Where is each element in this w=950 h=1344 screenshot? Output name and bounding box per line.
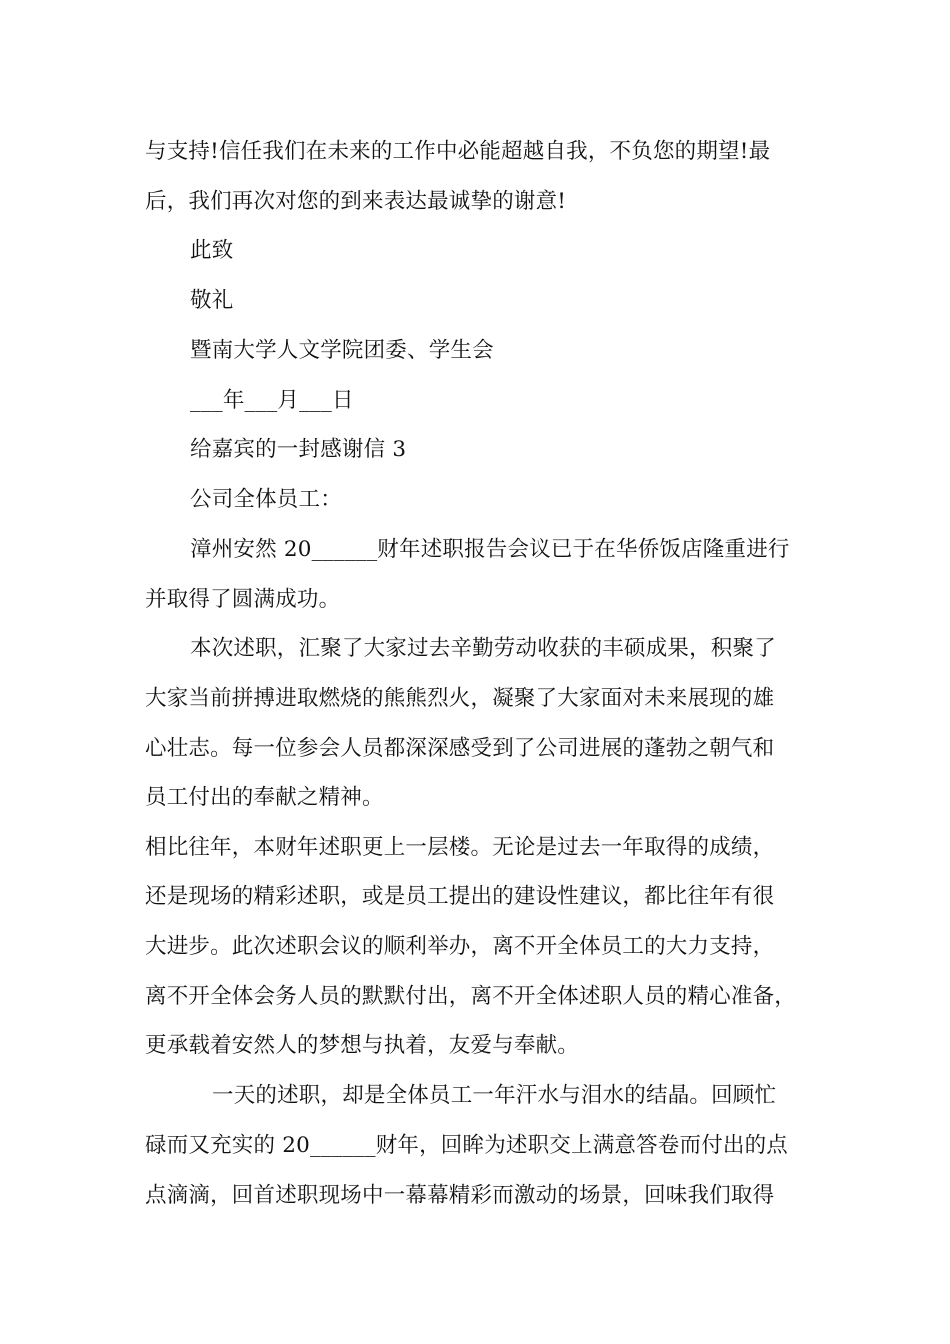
- text-line: 大家当前拼搏进取燃烧的熊熊烈火，凝聚了大家面对未来展现的雄: [145, 686, 775, 711]
- text-line: 暨南大学人文学院团委、学生会: [190, 338, 494, 363]
- text-line: 员工付出的奉献之精神。: [145, 785, 384, 810]
- text-line: 大进步。此次述职会议的顺利举办，离不开全体员工的大力支持，: [145, 934, 775, 959]
- text-line: 公司全体员工：: [190, 487, 342, 512]
- text-line: 并取得了圆满成功。: [145, 587, 341, 612]
- text-line: 还是现场的精彩述职，或是员工提出的建设性建议，都比往年有很: [145, 884, 775, 909]
- text-line: 本次述职，汇聚了大家过去辛勤劳动收获的丰硕成果，积聚了: [190, 636, 776, 661]
- text-line: 后，我们再次对您的到来表达最诚挚的谢意!: [145, 189, 567, 214]
- text-line: 此致: [190, 238, 234, 263]
- text-line: 相比往年，本财年述职更上一层楼。无论是过去一年取得的成绩，: [145, 835, 775, 860]
- text-line: 敬礼: [190, 288, 234, 313]
- text-line: 更承载着安然人的梦想与执着，友爱与奉献。: [145, 1033, 580, 1058]
- text-line: 心壮志。每一位参会人员都深深感受到了公司进展的蓬勃之朝气和: [145, 736, 775, 761]
- text-line: 碌而又充实的 20______财年，回眸为述职交上满意答卷而付出的点: [145, 1133, 788, 1158]
- text-line: 离不开全体会务人员的默默付出，离不开全体述职人员的精心准备，: [145, 984, 797, 1009]
- text-line: 点滴滴，回首述职现场中一幕幕精彩而激动的场景，回味我们取得: [145, 1183, 775, 1208]
- section-heading: 给嘉宾的一封感谢信 3: [190, 437, 407, 462]
- text-line: 一天的述职，却是全体员工一年汗水与泪水的结晶。回顾忙: [212, 1083, 777, 1108]
- text-line: 与支持!信任我们在未来的工作中必能超越自我，不负您的期望!最: [145, 139, 771, 164]
- text-line: ___年___月___日: [190, 388, 354, 413]
- text-line: 漳州安然 20______财年述职报告会议已于在华侨饭店隆重进行: [190, 537, 790, 562]
